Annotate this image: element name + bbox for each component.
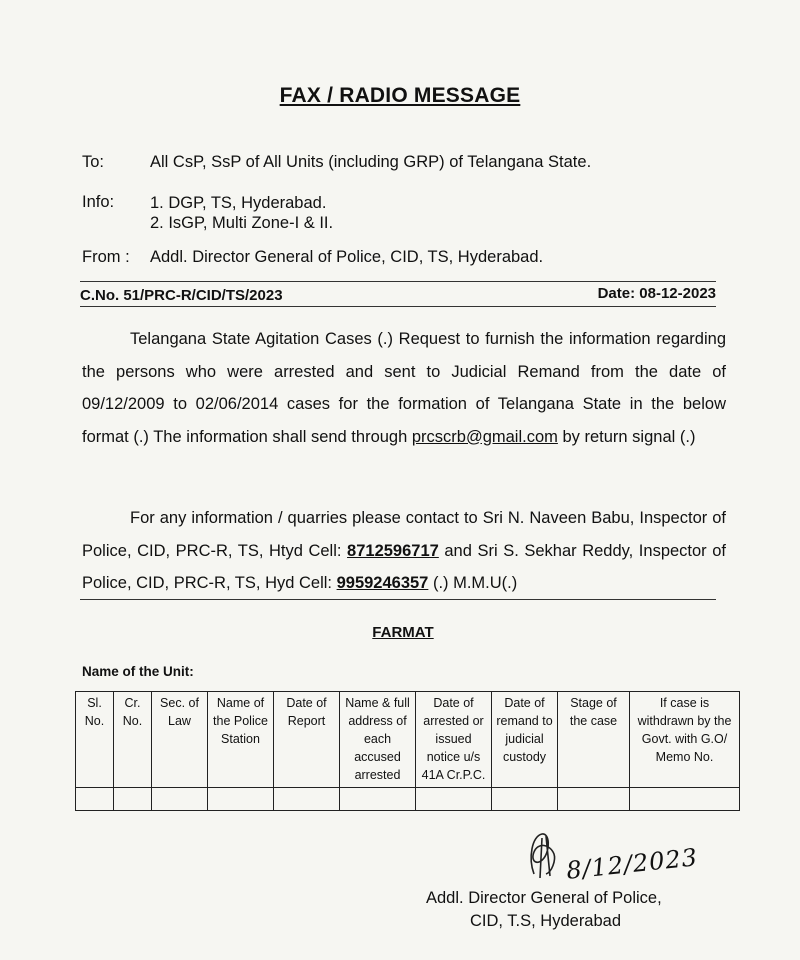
col-header: If case is withdrawn by the Govt. with G.O/ Memo No. — [630, 692, 740, 788]
contact-email: prcscrb@gmail.com — [411, 427, 558, 446]
info-item: 2. IsGP, Multi Zone-I & II. — [150, 214, 334, 232]
contact-text-c: (.) M.M.U(.) — [428, 574, 518, 592]
divider-format — [80, 599, 716, 600]
to-label: To: — [82, 153, 105, 171]
signature-date: 8/12/2023 — [564, 843, 700, 885]
signatory-office: CID, T.S, Hyderabad — [470, 912, 622, 930]
contact-paragraph — [82, 502, 726, 600]
col-header: Sl. No. — [76, 692, 114, 788]
request-text-end: by return signal (.) — [557, 427, 696, 446]
table-row — [76, 788, 740, 811]
from-label: From : — [82, 248, 130, 266]
info-label: Info: — [82, 193, 115, 211]
phone-naveen: 8712596717 — [347, 541, 439, 560]
to-value: All CsP, SsP of All Units (including GRP) of Telangana State. — [150, 153, 592, 171]
from-row — [82, 248, 543, 267]
document-title: FAX / RADIO MESSAGE — [279, 84, 521, 107]
col-header: Cr. No. — [114, 692, 152, 788]
phone-sekhar: 9959246357 — [336, 574, 429, 592]
unit-name-label: Name of the Unit: — [82, 664, 194, 679]
col-header: Stage of the case — [558, 692, 630, 788]
contact-text-b: and Sri S. Sekhar Reddy, Inspector of Police, CID, PRC-R, TS, Hyd Cell: — [82, 541, 726, 592]
format-title: FARMAT — [372, 624, 434, 641]
from-value: Addl. Director General of Police, CID, TS, Hyderabad. — [150, 248, 544, 266]
info-item: 1. DGP, TS, Hyderabad. — [150, 194, 327, 212]
request-paragraph — [82, 323, 726, 453]
col-header: Date of remand to judicial custody — [492, 692, 558, 788]
request-text: Telangana State Agitation Cases (.) Request to furnish the information regarding the persons who were arrested and sent to Judicial Remand from the date of 09/12/2009 to 02/06/2014 cases for the formation of Telangana State in the below format (.) The information shall send through — [82, 330, 726, 446]
divider-bottom — [80, 306, 716, 307]
to-row — [82, 153, 591, 172]
info-row — [82, 193, 333, 233]
col-header: Sec. of Law — [152, 692, 208, 788]
divider-top — [80, 281, 716, 282]
col-header: Name & full address of each accused arrested — [340, 692, 416, 788]
message-date: Date: 08-12-2023 — [597, 285, 716, 302]
col-header: Date of arrested or issued notice u/s 41A Cr.P.C. — [416, 692, 492, 788]
table-header-row — [76, 692, 740, 788]
contact-text-a: For any information / quarries please contact to Sri N. Naveen Babu, Inspector of Police, CID, PRC-R, TS, Htyd Cell: — [82, 509, 726, 560]
col-header: Name of the Police Station — [208, 692, 274, 788]
signatory-title: Addl. Director General of Police, — [426, 889, 662, 907]
format-table — [75, 691, 740, 811]
reference-number: C.No. 51/PRC-R/CID/TS/2023 — [80, 287, 283, 304]
col-header: Date of Report — [274, 692, 340, 788]
